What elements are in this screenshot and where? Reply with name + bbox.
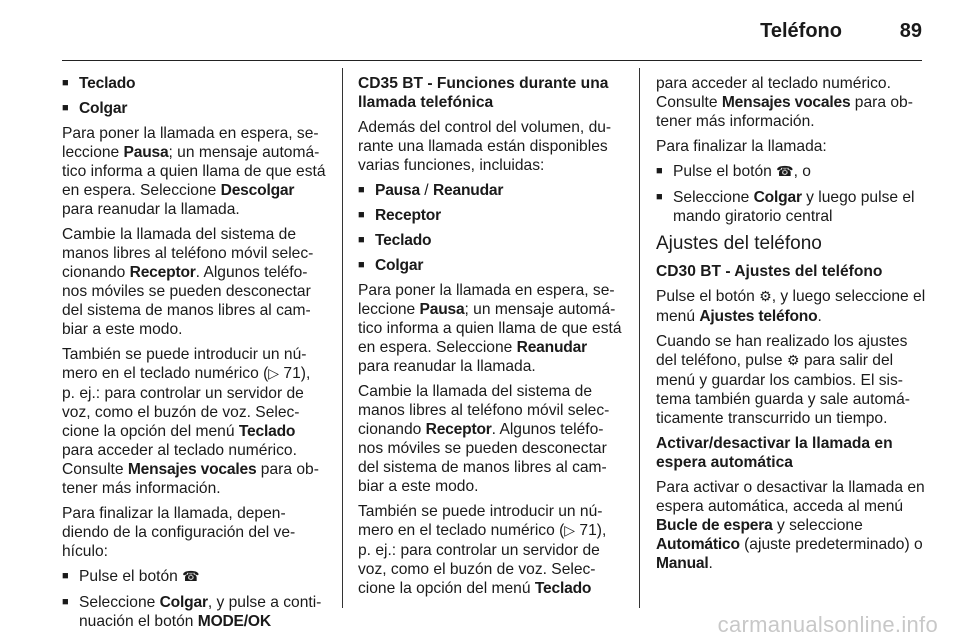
column-divider: [639, 68, 640, 608]
column-3: [656, 74, 926, 579]
page-title: Teléfono: [760, 20, 842, 42]
list-item: ■ Pulse el botón ☎: [62, 567, 326, 587]
subheading: CD35 BT - Funciones durante una llamada telefónica: [358, 75, 609, 111]
paragraph: Para poner la llamada en espera, se- leccione Pausa; un mensaje automá- tico informa a quien llama de que está en espera. Seleccione Reanudar para reanudar la llamada.: [358, 282, 622, 375]
paragraph: Cambie la llamada del sistema de manos libres al teléfono móvil selec- cionando Receptor. Algunos teléfo- nos móviles se pueden desconectar del sistema de manos libres al cam- biar a este modo.: [62, 226, 314, 338]
page-reference-icon: ▷: [268, 366, 280, 382]
paragraph: También se puede introducir un nú- mero en el teclado numérico (▷ 71), p. ej.: para controlar un servidor de voz, como el buzón de voz. Selec- cione la opción del menú Teclado para acceder al teclado numérico. Consulte Mensajes vocales para ob- tener más información.: [62, 346, 319, 497]
page-reference[interactable]: 71: [283, 365, 301, 382]
hang-up-phone-icon: ☎: [776, 164, 794, 180]
list-item: ■ Teclado: [62, 74, 326, 93]
paragraph: Cambie la llamada del sistema de manos libres al teléfono móvil selec- cionando Receptor. Algunos teléfo- nos móviles se pueden desconectar del sistema de manos libres al cam- biar a este modo.: [358, 383, 610, 495]
section-heading: Ajustes del teléfono: [656, 233, 822, 254]
list-item: ■ Colgar: [62, 99, 326, 118]
paragraph: Para activar o desactivar la llamada en espera automática, acceda al menú Bucle de espera y seleccione Automático (ajuste predeterminado) o Manual.: [656, 479, 925, 572]
page-header: [0, 0, 960, 62]
header-rule: [62, 60, 922, 61]
paragraph: para acceder al teclado numérico. Consulte Mensajes vocales para ob- tener más información.: [656, 75, 913, 130]
settings-button-icon: ⚙: [759, 289, 772, 305]
list-item: ■ Receptor: [358, 206, 622, 225]
list-item: ■ Colgar: [358, 256, 622, 275]
list-item: ■ Seleccione Colgar y luego pulse el mando giratorio central: [656, 188, 926, 226]
settings-button-icon: ⚙: [786, 353, 800, 369]
list-item: ■ Teclado: [358, 231, 622, 250]
paragraph: También se puede introducir un nú- mero en el teclado numérico (▷ 71), p. ej.: para controlar un servidor de voz, como el buzón de voz. Selec- cione la opción del menú Teclado: [358, 503, 607, 597]
list-item: ■ Pausa / Reanudar: [358, 181, 622, 200]
page-reference[interactable]: 71: [579, 522, 597, 539]
column-2: [358, 74, 622, 604]
page-reference-icon: ▷: [564, 523, 576, 539]
column-divider: [342, 68, 343, 608]
page-number: 89: [899, 20, 922, 42]
subheading: CD30 BT - Ajustes del teléfono: [656, 263, 883, 280]
list-item: ■ Seleccione Colgar, y pulse a conti- nuación el botón MODE/OK: [62, 593, 326, 631]
watermark: carmanualsonline.info: [717, 612, 938, 637]
list-item: ■ Pulse el botón ☎, o: [656, 162, 926, 182]
paragraph: Para poner la llamada en espera, se- leccione Pausa; un mensaje automá- tico informa a quien llama de que está en espera. Seleccione Descolgar para reanudar la llamada.: [62, 125, 326, 218]
subheading: Activar/desactivar la llamada en espera automática: [656, 435, 893, 471]
paragraph: Pulse el botón ⚙, y luego seleccione el menú Ajustes teléfono.: [656, 288, 926, 325]
column-1: [62, 74, 326, 637]
paragraph: Además del control del volumen, du- rante una llamada están disponibles varias funciones, incluidas:: [358, 119, 612, 174]
hang-up-phone-icon: ☎: [182, 569, 200, 585]
paragraph: Para finalizar la llamada:: [656, 138, 827, 155]
paragraph: Para finalizar la llamada, depen- diendo de la configuración del ve- hículo:: [62, 505, 296, 560]
paragraph: Cuando se han realizado los ajustes del teléfono, pulse ⚙ para salir del menú y guardar los cambios. El sis- tema también guarda y sale automá- ticamente transcurrido un tiempo.: [656, 333, 910, 427]
